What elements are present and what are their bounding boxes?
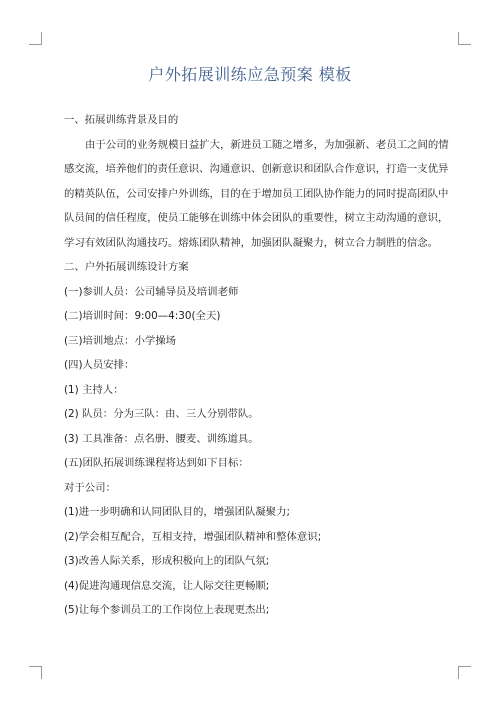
paragraph-line: 感交流，培养他们的责任意识、沟通意识、创新意识和团队合作意识，打造一支优异 <box>64 163 449 175</box>
list-item: (1)进一步明确和认同团队目的，增强团队凝聚力; <box>64 506 291 518</box>
list-item: (四)人员安排： <box>64 359 135 371</box>
background-paragraph <box>64 133 449 256</box>
list-item: (4)促进沟通现信息交流，让人际交往更畅顺; <box>64 579 270 592</box>
list-item: 对于公司： <box>64 481 116 494</box>
crop-mark-top-right <box>458 32 471 45</box>
list-item: (3) 工具准备：点名册、腰麦、训练道具。 <box>64 432 259 445</box>
list-item: (五)团队拓展训练课程将达到如下目标： <box>64 457 249 469</box>
section-heading: 一、拓展训练背景及目的 <box>64 114 179 126</box>
document-title: 户外拓展训练应急预案 模板 <box>148 65 352 84</box>
crop-mark-bottom-right <box>458 666 471 679</box>
paragraph-line: 队员间的信任程度，使员工能够在训练中体会团队的重要性，树立主动沟通的意识， <box>64 212 449 224</box>
paragraph-line: 的精英队伍，公司安排户外训练，目的在于增加员工团队协作能力的同时提高团队中 <box>64 187 449 200</box>
list-item: (3)改善人际关系，形成积极向上的团队气氛; <box>64 555 270 567</box>
list-item: (5)让每个参训员工的工作岗位上表现更杰出; <box>64 604 270 616</box>
paragraph-line: 学习有效团队沟通技巧。熔炼团队精神，加强团队凝聚力，树立合力制胜的信念。 <box>64 236 439 249</box>
document-body <box>64 108 449 623</box>
list-item: (一)参训人员：公司辅导员及培训老师 <box>64 285 239 298</box>
section-heading: 二、户外拓展训练设计方案 <box>64 261 189 273</box>
list-item: (2)学会相互配合，互相支持，增强团队精神和整体意识; <box>64 530 322 543</box>
crop-mark-bottom-left <box>29 666 42 679</box>
list-item: (1) 主持人： <box>64 383 124 396</box>
list-item: (2) 队员：分为三队：由、三人分别带队。 <box>64 408 259 420</box>
crop-mark-top-left <box>29 32 42 45</box>
list-item: (三)培训地点：小学操场 <box>64 334 177 347</box>
list-item: (二)培训时间：9:00—4:30(全天) <box>64 310 221 322</box>
paragraph-line: 由于公司的业务规模日益扩大，新进员工随之增多，为加强新、老员工之间的情 <box>85 138 449 151</box>
